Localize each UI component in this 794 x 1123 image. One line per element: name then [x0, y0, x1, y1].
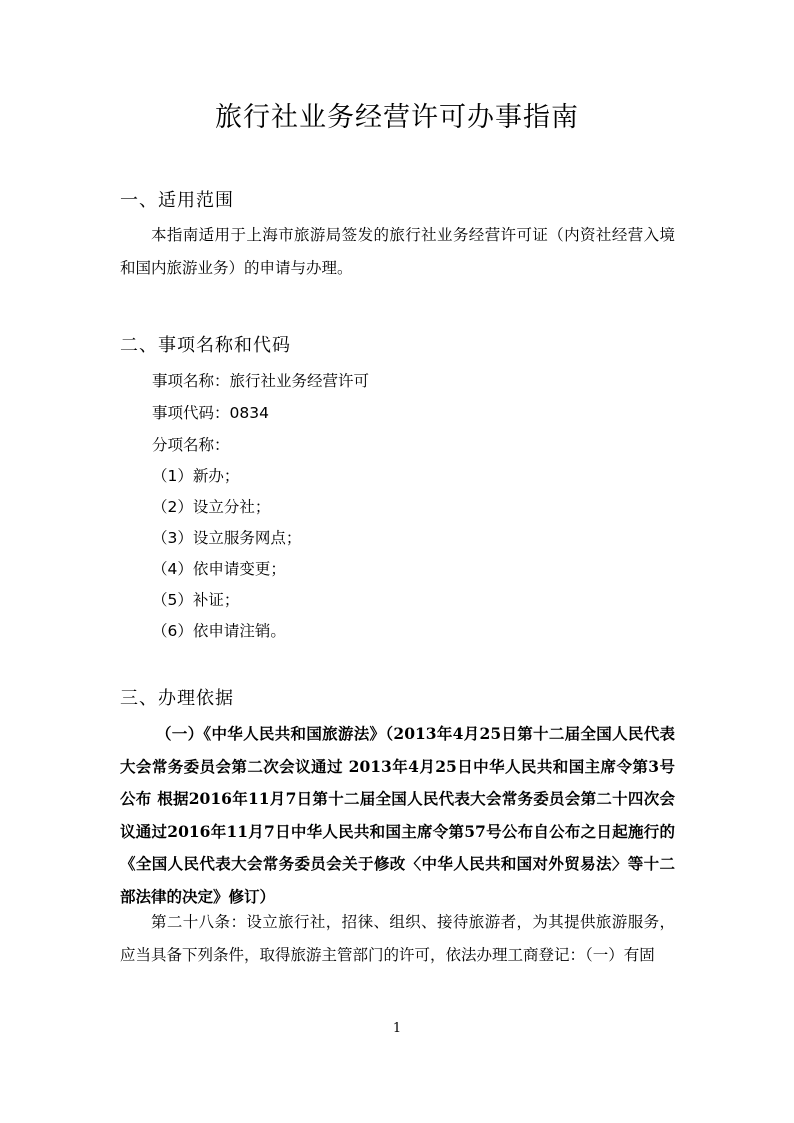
sub-item-service-outlet: （3）设立服务网点； [152, 529, 302, 547]
sub-item-change: （4）依申请变更； [152, 560, 286, 578]
page-number: 1 [392, 1021, 402, 1036]
sub-item-new: （1）新办； [152, 467, 240, 485]
item-code-line: 事项代码：0834 [152, 404, 269, 422]
item-name-line: 事项名称：旅行社业务经营许可 [152, 372, 370, 390]
document-title: 旅行社业务经营许可办事指南 [215, 102, 579, 133]
sub-item-reissue: （5）补证； [152, 591, 240, 609]
sub-items-label: 分项名称： [152, 436, 230, 454]
section-1-body: 本指南适用于上海市旅游局签发的旅行社业务经营许可证（内资社经营入境和国内旅游业务）的申请与办理。 [120, 226, 675, 277]
law-title-paragraph: （一）《中华人民共和国旅游法》（2013年4月25日第十二届全国人民代表大会常务委员会第二次会议通过 2013年4月25日中华人民共和国主席令第3号公布 根据2016年11月7日第十二届全国人民代表大会常务委员会第二十四次会议通过2016年11月7日中华人民共和国主席令第57号公布自公布之日起施行的《全国人民代表大会常务委员会关于修改〈中华人民共和国对外贸易法〉等十二部法律的决定》修订） [120, 724, 675, 906]
section-2-heading: 二、事项名称和代码 [120, 335, 291, 356]
article-28-paragraph: 第二十八条：设立旅行社，招徕、组织、接待旅游者，为其提供旅游服务，应当具备下列条件，取得旅游主管部门的许可，依法办理工商登记：（一）有固 [120, 913, 675, 964]
sub-item-branch: （2）设立分社； [152, 498, 271, 516]
section-1-heading: 一、适用范围 [120, 190, 234, 211]
section-3-heading: 三、办理依据 [120, 688, 234, 709]
sub-item-cancel: （6）依申请注销。 [152, 622, 286, 640]
